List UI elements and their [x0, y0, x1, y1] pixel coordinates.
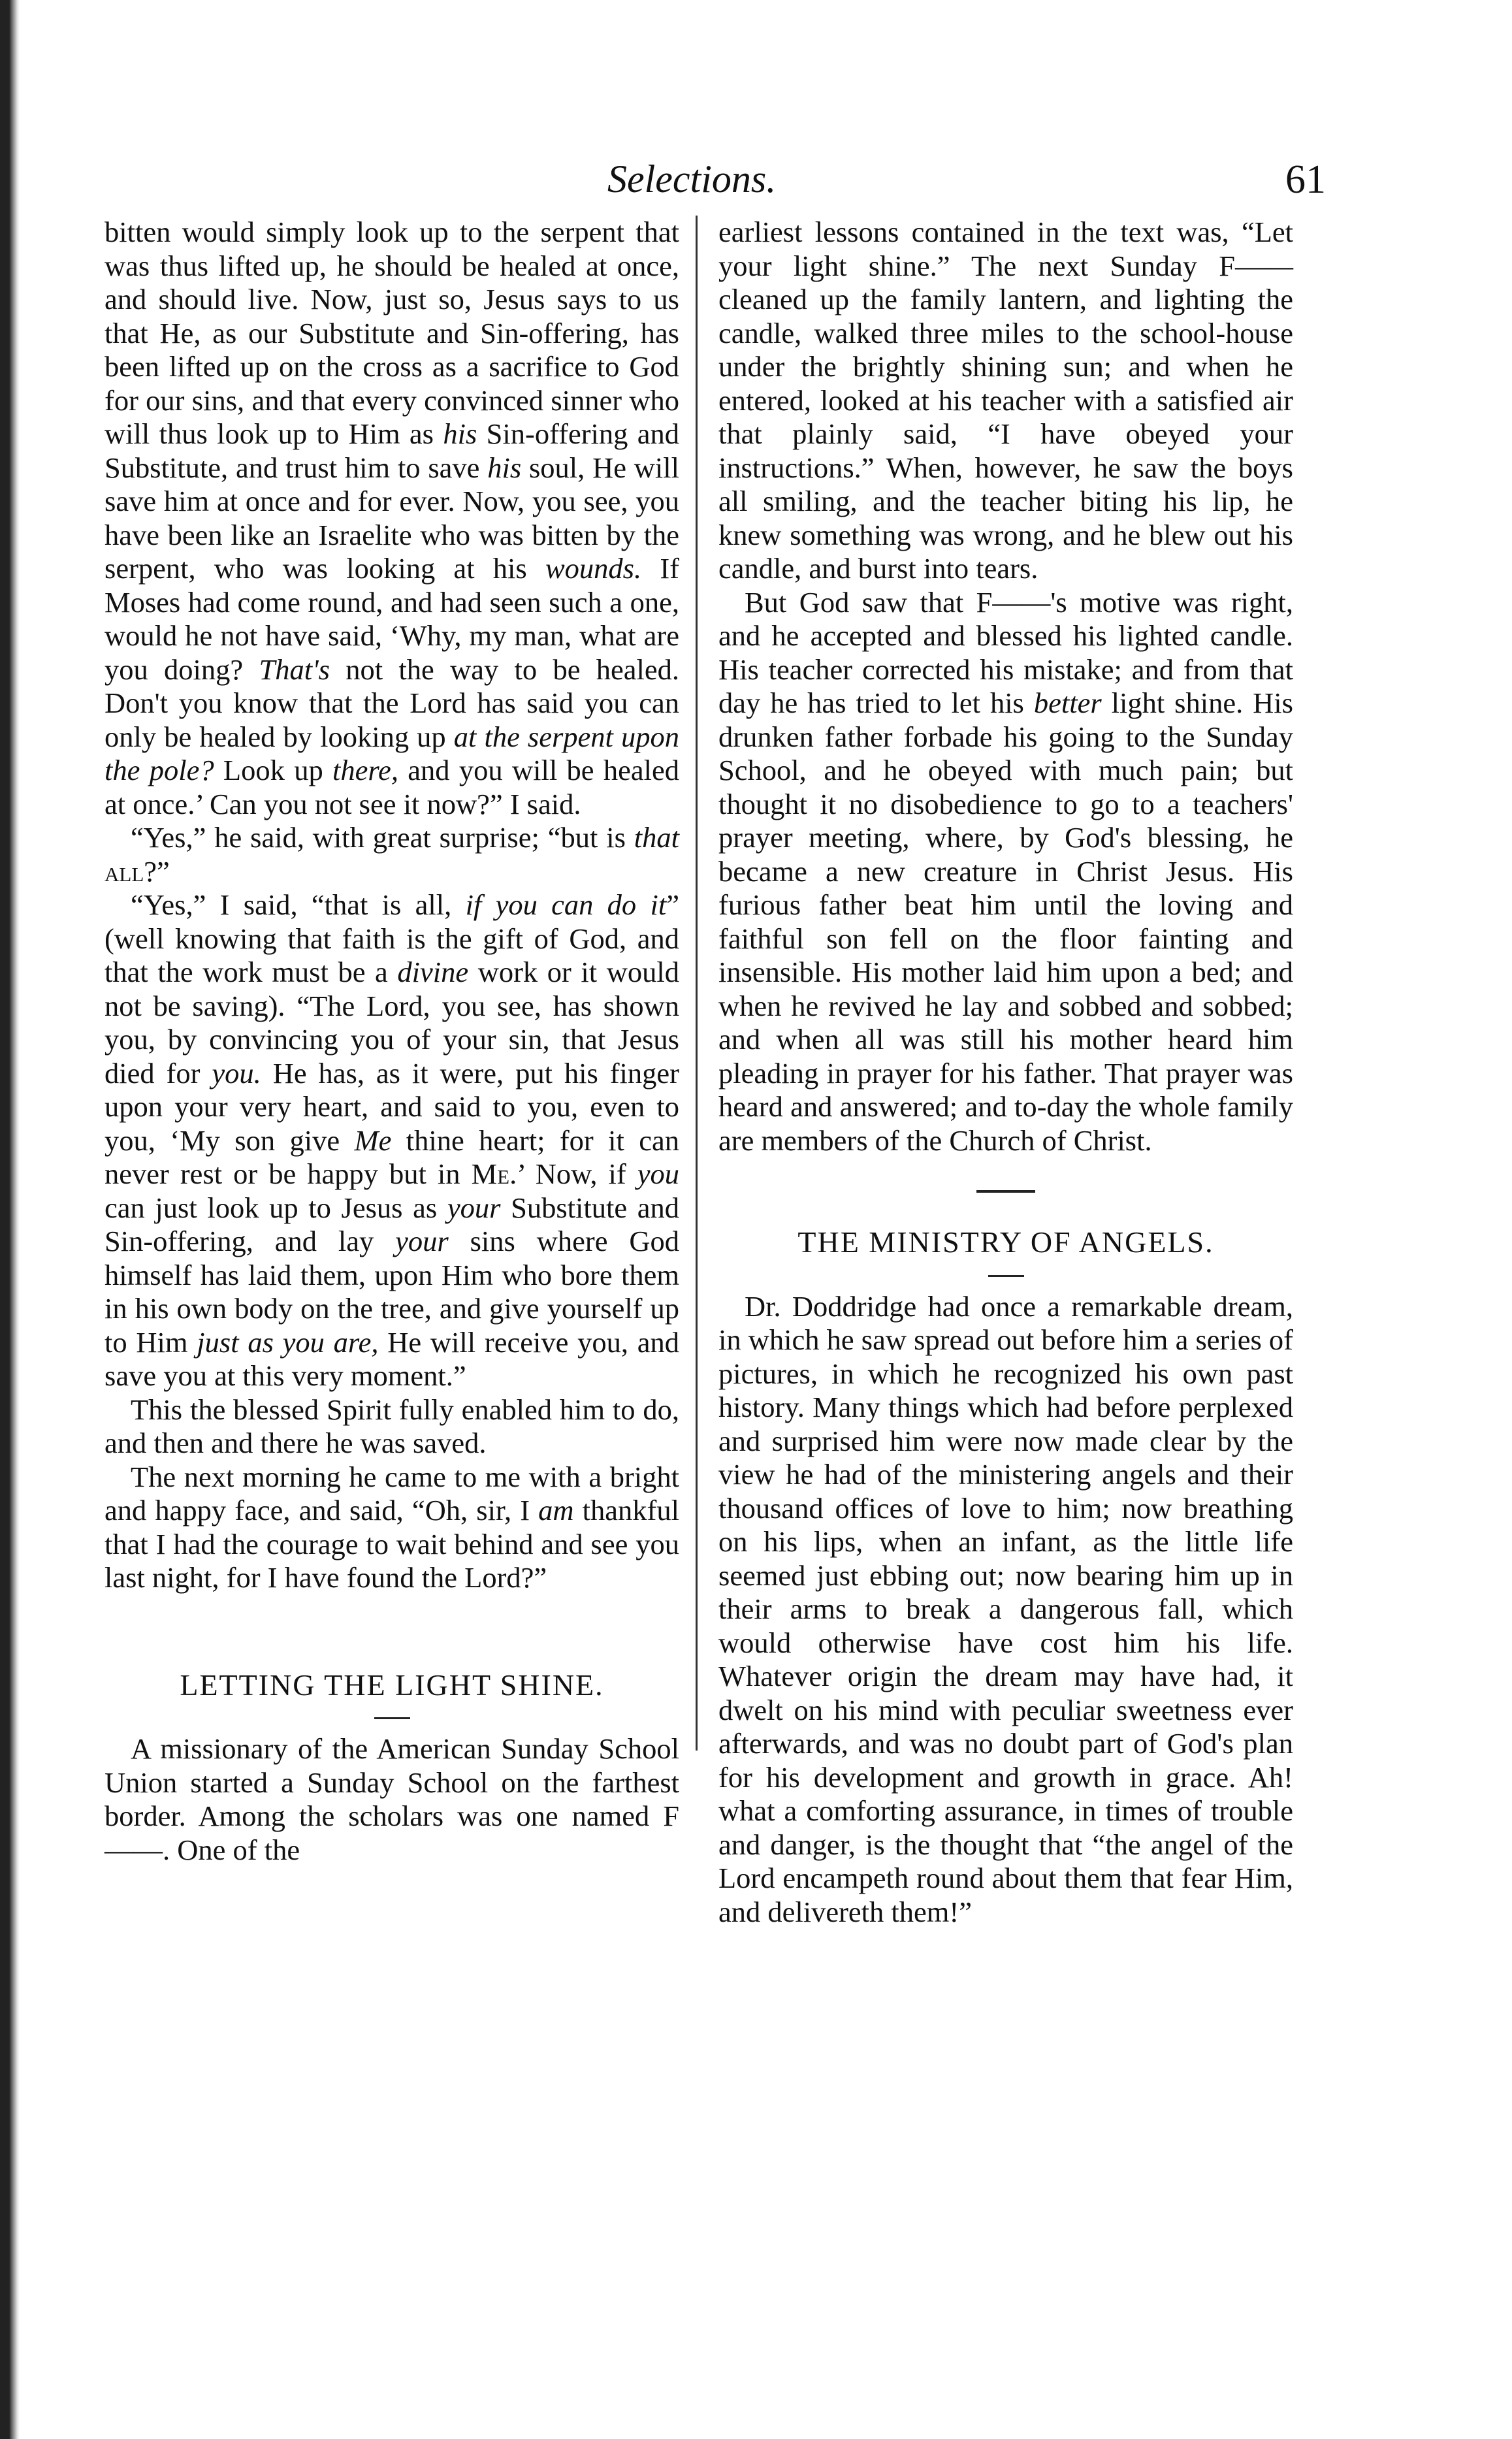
paragraph [718, 586, 1293, 1158]
spacer [105, 1632, 679, 1668]
text-run: If Moses had come round, and had seen such a one, would he not have said, ‘Why, my man, what are you doing? [105, 552, 679, 686]
text-run: thankful that I had the courage to wait behind and see you last night, for I have found the Lord?” [105, 1494, 679, 1594]
text-run: Sin-offering and Substitute, and trust him to save [105, 417, 679, 484]
italic-run: there, [332, 754, 398, 786]
text-run: can just look up to Jesus as [105, 1191, 447, 1224]
text-run: soul, He will save him at once and for ever. Now, you see, you have been like an Israelite who was bitten by the serpent, who was looking at his [105, 451, 679, 585]
text-run: He has, as it were, put his finger upon your very heart, and said to you, even to you, ‘My son give [105, 1056, 679, 1157]
text-run: work or it would not be saving). “The Lord, you see, has shown you, by convincing you of your sin, that Jesus died for [105, 956, 679, 1090]
small-caps-run: all [105, 854, 144, 888]
italic-run: your [395, 1225, 449, 1257]
paragraph [105, 1461, 679, 1595]
text-run: sins where God himself has laid them, upon Him who bore them in his own body on the tree, and give yourself up to Him [105, 1225, 679, 1359]
paragraph [105, 216, 679, 821]
italic-run: divine [397, 956, 469, 988]
spacer [718, 1157, 1293, 1190]
italic-run: his [487, 451, 522, 484]
paragraph: Dr. Doddridge had once a remarkable dream, in which he saw spread out before him a series of pictures, in which he recognized his own past history. Many things which had before perplexed and surprised him were now made clear by the view he had of the ministering angels and their thousand offices of love to him; now breathing on his lips, when an infant, as the little life seemed just ebbing out; now bearing him up in their arms to break a dangerous fall, which would otherwise have cost him his life. Whatever origin the dream may have had, it dwelt on his mind with peculiar sweetness ever afterwards, and was no doubt part of God's plan for his development and growth in grace. Ah! what a comforting assurance, in times of trouble and danger, is the thought that “the angel of the Lord encampeth round about them that fear Him, and delivereth them!” [718, 1289, 1293, 1928]
paragraph: earliest lessons contained in the text was, “Let your light shine.” The next Sunday F—— cleaned up the family lantern, and lighting the candle, walked three miles to the school-house under the brightly shining sun; and when he entered, looked at his teacher with a satisfied air that plainly said, “I have obeyed your instructions.” When, however, he saw the boys all smiling, and the teacher biting his lip, he knew something was wrong, and he blew out his candle, and burst into tears. [718, 216, 1293, 585]
text-run: Substitute and Sin-offering, and lay [105, 1191, 679, 1257]
text-run: ” (well knowing that faith is the gift of God, and that the work must be a [105, 888, 679, 988]
section-heading: LETTING THE LIGHT SHINE. [180, 1668, 604, 1702]
paragraph: This the blessed Spirit fully enabled him to do, and then and there he was saved. [105, 1393, 679, 1459]
italic-run: wounds. [545, 552, 642, 585]
spacer [718, 1277, 1293, 1290]
italic-run: if you can do it [465, 888, 667, 921]
italic-run: Me [354, 1123, 392, 1157]
text-run: thine heart; for it can never rest or be happy but in [105, 1123, 679, 1190]
paragraph: A missionary of the American Sunday School Union started a Sunday School on the farthest border. Among the scholars was one named F——. One of the [105, 1732, 679, 1866]
italic-run: you [637, 1157, 679, 1190]
text-run: Look up [214, 754, 333, 786]
paragraph [105, 888, 679, 1393]
italic-run: you. [212, 1056, 261, 1090]
italic-run: that [634, 821, 679, 854]
spacer [105, 1719, 679, 1732]
text-run: not the way to be healed. Don't you know that the Lord has said you can only be healed by looking up [105, 653, 679, 753]
italic-run: at the serpent upon the pole? [105, 720, 679, 786]
italic-run: his [443, 417, 477, 450]
text-run: bitten would simply look up to the serpent that was thus lifted up, he should be healed at once, and should live. Now, just so, Jesus says to us that He, as our Substitute and Sin-offering, has been lifted up on the cross as a sacrifice to God for our sins, and that every convinced sinner who will thus look up to Him as [105, 216, 679, 450]
text-run: ?” [144, 854, 170, 888]
italic-run: That's [259, 653, 330, 686]
italic-run: am [538, 1494, 574, 1526]
column-divider [696, 216, 698, 1751]
text-run: He will receive you, and save you at this very moment.” [105, 1325, 679, 1392]
italic-run: just as you are, [197, 1325, 379, 1359]
section-heading: THE MINISTRY OF ANGELS. [797, 1225, 1214, 1259]
running-title: Selections. [607, 157, 777, 201]
italic-run: better [1033, 686, 1102, 719]
spacer [105, 1595, 679, 1629]
spacer [718, 1259, 1293, 1275]
text-run: and you will be healed at once.’ Can you not see it now?” I said. [105, 754, 679, 820]
left-column [105, 216, 679, 1867]
binding-edge [0, 0, 20, 2439]
small-caps-run: Me [471, 1157, 510, 1190]
text-run: The next morning he came to me with a bright and happy face, and said, “Oh, sir, I [105, 1460, 679, 1526]
text-run: “Yes,” he said, with great surprise; “but is [131, 821, 634, 854]
paragraph [105, 821, 679, 888]
text-run: .’ Now, if [509, 1157, 637, 1190]
text-run: light shine. His drunken father forbade his going to the Sunday School, and he obeyed with much pain; but thought it no disobedience to go to a teachers' prayer meeting, where, by God's blessing, he became a new creature in Christ Jesus. His furious father beat him until the loving and faithful son fell on the floor fainting and insensible. His mother laid him upon a bed; and when he revived he lay and sobbed and sobbed; and when all was still his mother heard him pleading in prayer for his father. That prayer was heard and answered; and to-day the whole family are members of the Church of Christ. [718, 686, 1293, 1157]
spacer [718, 1193, 1293, 1225]
text-run: “Yes,” I said, “that is all, [131, 888, 466, 921]
text-run: But God saw that F——'s motive was right, and he accepted and blessed his lighted candle. His teacher corrected his mistake; and from that day he has tried to let his [718, 585, 1293, 719]
page-number: 61 [1285, 157, 1326, 202]
right-column [718, 216, 1293, 1929]
spacer [105, 1702, 679, 1717]
italic-run: your [447, 1191, 501, 1224]
